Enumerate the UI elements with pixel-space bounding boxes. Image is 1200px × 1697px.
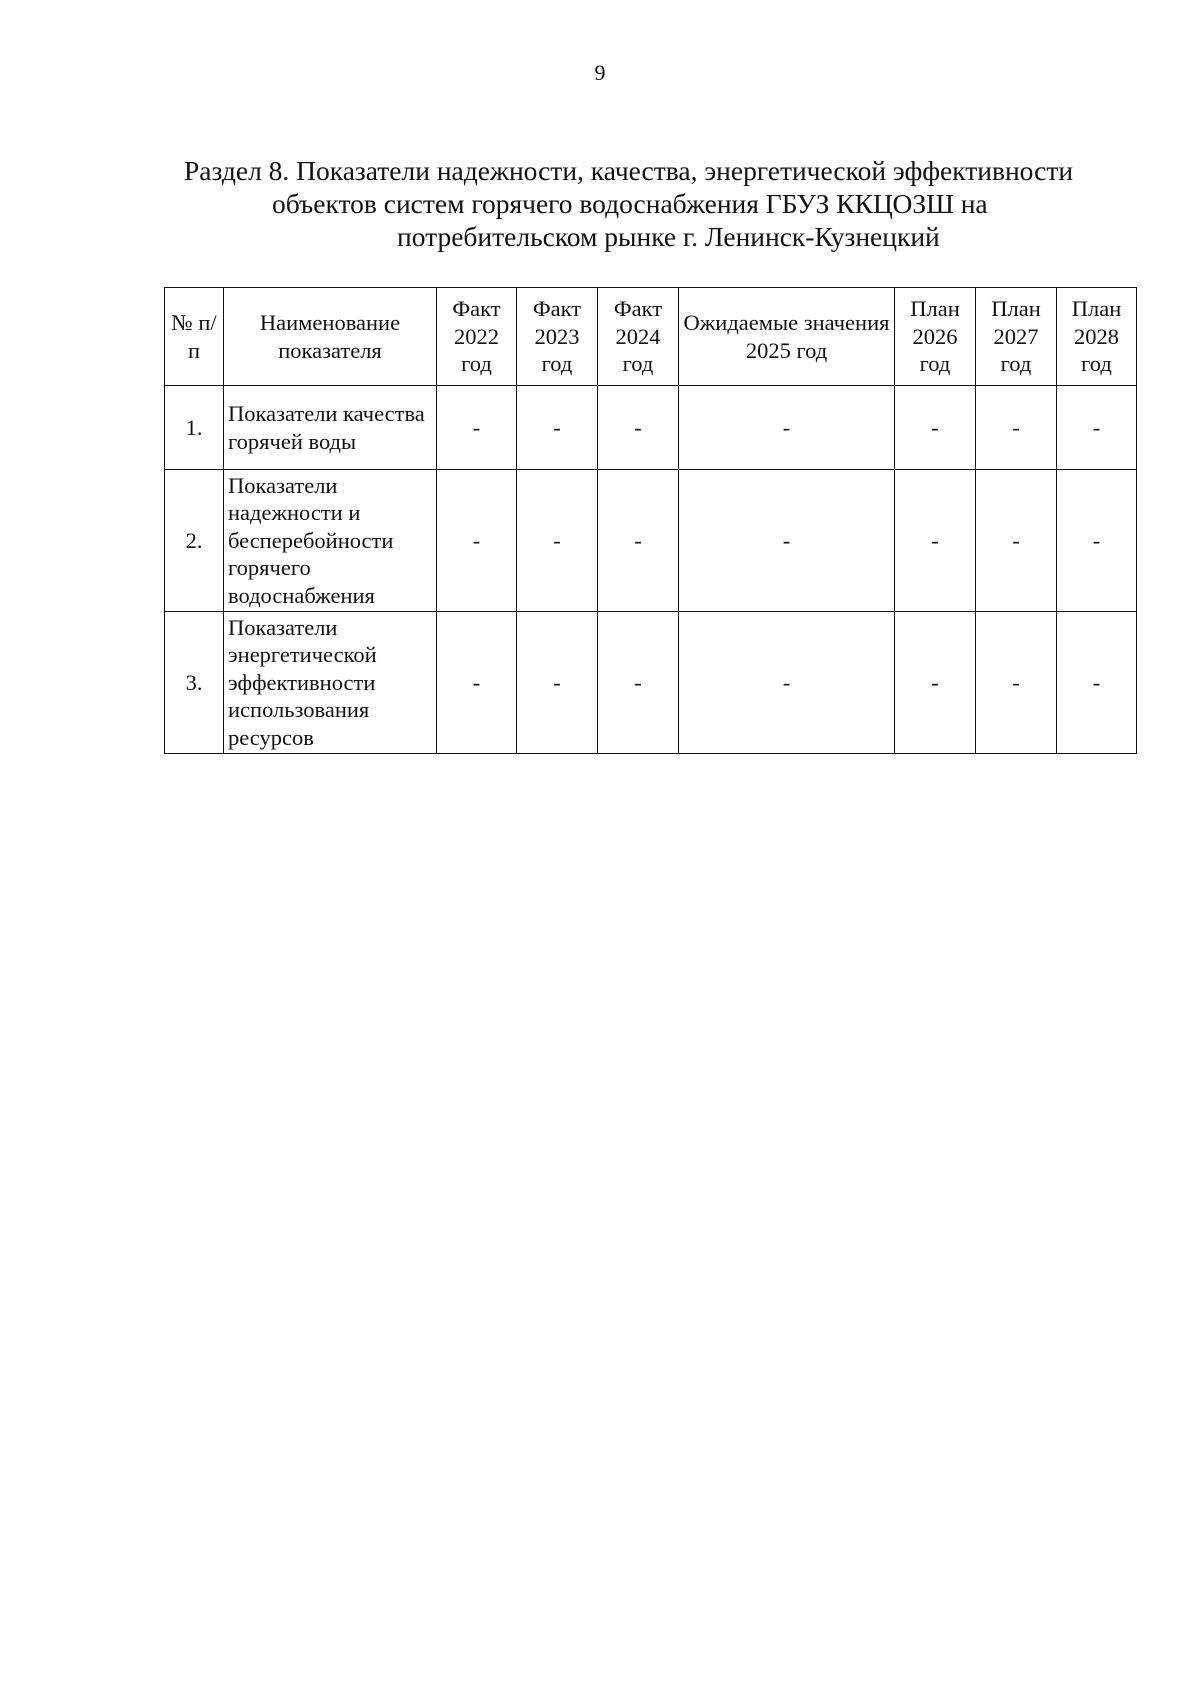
value-fact-2023: - (517, 612, 598, 754)
header-cell-fact-2024: Факт 2024 год (598, 288, 679, 386)
value-fact-2024: - (598, 470, 679, 612)
table-row (165, 386, 1137, 470)
indicator-name: Показатели энергетической эффективности использования ресурсов (224, 612, 437, 754)
value-fact-2022: - (437, 386, 517, 470)
row-number: 2. (165, 470, 224, 612)
table-row (165, 612, 1137, 754)
value-plan-2028: - (1057, 470, 1137, 612)
value-fact-2023: - (517, 386, 598, 470)
header-cell-plan-2028: План 2028 год (1057, 288, 1137, 386)
value-plan-2027: - (976, 386, 1057, 470)
value-fact-2022: - (437, 470, 517, 612)
row-number: 3. (165, 612, 224, 754)
value-expected-2025: - (679, 612, 895, 754)
page-number: 9 (594, 60, 606, 85)
header-cell-fact-2023: Факт 2023 год (517, 288, 598, 386)
value-plan-2026: - (895, 470, 976, 612)
indicator-name: Показатели надежности и бесперебойности горячего водоснабжения (224, 470, 437, 612)
indicators-table (164, 287, 1137, 754)
value-fact-2023: - (517, 470, 598, 612)
section-title-line-1: Раздел 8. Показатели надежности, качества, энергетической эффективности (184, 155, 1074, 186)
value-plan-2026: - (895, 386, 976, 470)
value-fact-2022: - (437, 612, 517, 754)
header-cell-fact-2022: Факт 2022 год (437, 288, 517, 386)
table-header-row (165, 288, 1137, 386)
value-plan-2027: - (976, 612, 1057, 754)
value-plan-2028: - (1057, 612, 1137, 754)
header-cell-plan-2026: План 2026 год (895, 288, 976, 386)
value-plan-2027: - (976, 470, 1057, 612)
section-title-line-3: потребительском рынке г. Ленинск-Кузнецкий (397, 221, 940, 252)
table-row (165, 470, 1137, 612)
header-cell-plan-2027: План 2027 год (976, 288, 1057, 386)
section-title (160, 154, 1120, 253)
indicator-name: Показатели качества горячей воды (224, 386, 437, 470)
row-number: 1. (165, 386, 224, 470)
value-expected-2025: - (679, 470, 895, 612)
value-expected-2025: - (679, 386, 895, 470)
header-cell-number: № п/п (165, 288, 224, 386)
value-fact-2024: - (598, 612, 679, 754)
header-cell-name: Наименование показателя (224, 288, 437, 386)
value-plan-2028: - (1057, 386, 1137, 470)
value-plan-2026: - (895, 612, 976, 754)
section-title-line-2: объектов систем горячего водоснабжения ГБУЗ ККЦОЗШ на (272, 188, 988, 219)
value-fact-2024: - (598, 386, 679, 470)
header-cell-expected-2025: Ожидаемые значения 2025 год (679, 288, 895, 386)
